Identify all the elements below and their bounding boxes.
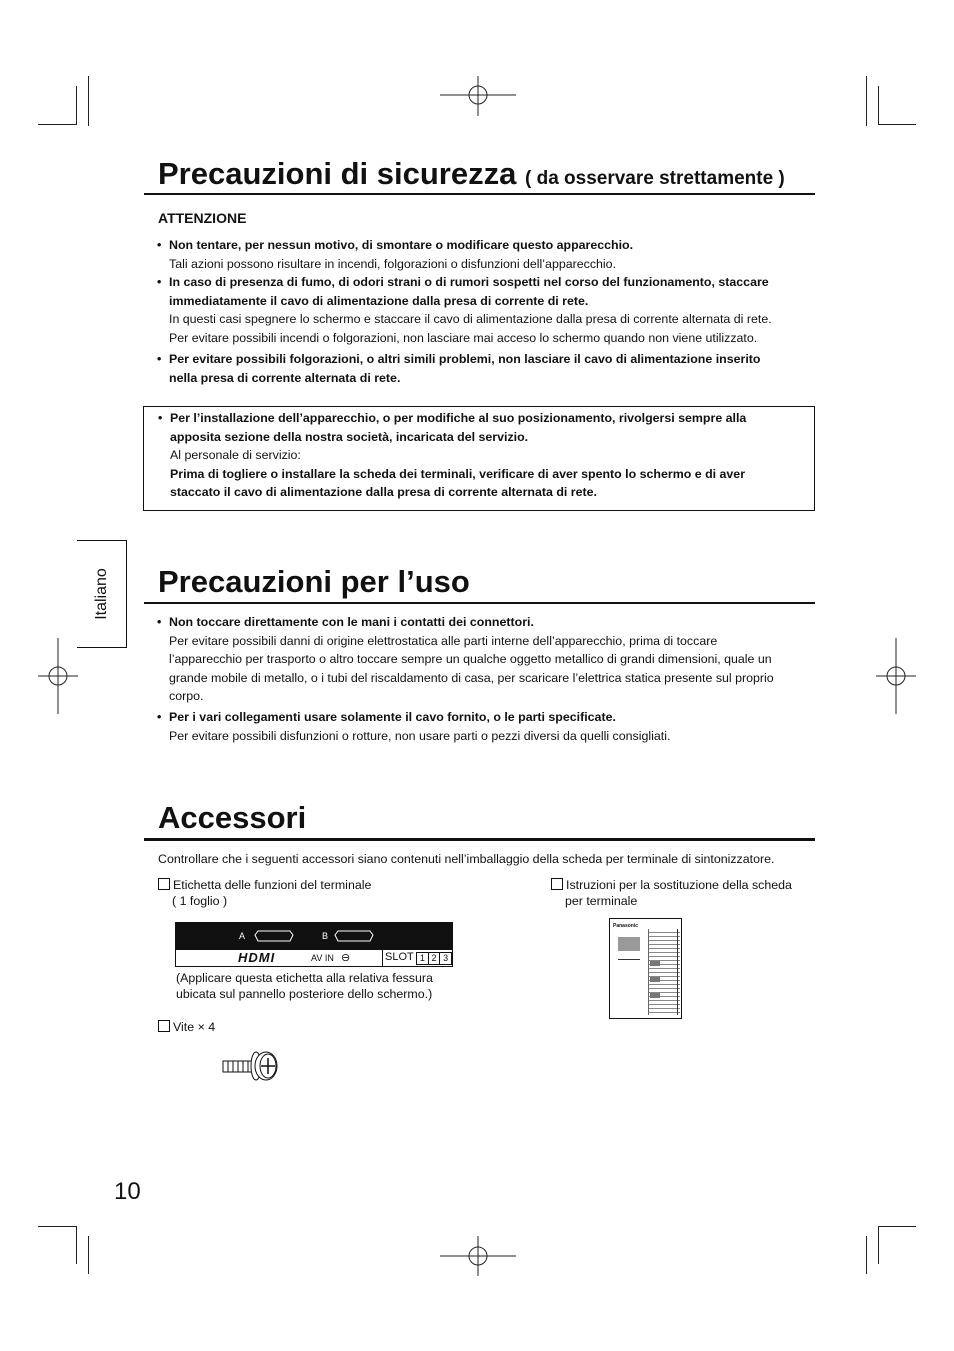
registration-mark-left bbox=[38, 638, 78, 714]
page-number: 10 bbox=[114, 1178, 141, 1205]
screw-icon bbox=[220, 1048, 282, 1086]
list-item: • Non tentare, per nessun motivo, di smontare o modificare questo apparecchio. Tali azioni possono risultare in incendi, folgorazioni o disfunzioni dell’apparecchio. bbox=[157, 238, 634, 271]
safety-subtitle: ( da osservare strettamente ) bbox=[524, 168, 785, 189]
label-note: (Applicare questa etichetta alla relativa fessura ubicata sul pannello posteriore dello schermo.) bbox=[176, 971, 433, 1001]
registration-mark-top bbox=[440, 76, 516, 116]
crop-mark bbox=[866, 1236, 867, 1274]
crop-mark bbox=[878, 124, 916, 125]
hdmi-logo: HDMI bbox=[238, 950, 276, 965]
crop-mark bbox=[88, 76, 89, 126]
crop-mark bbox=[878, 1226, 879, 1264]
checkbox bbox=[158, 1020, 170, 1032]
instructions-item: Istruzioni per la sostituzione della scheda per terminale bbox=[551, 877, 792, 909]
crop-mark bbox=[38, 1226, 76, 1227]
terminal-label-graphic bbox=[175, 922, 453, 967]
screw-item: Vite × 4 bbox=[158, 1018, 215, 1037]
slot-numbers: 1 2 3 bbox=[416, 952, 452, 965]
use-title: Precauzioni per l’uso bbox=[158, 564, 470, 599]
crop-mark bbox=[866, 76, 867, 126]
section-rule bbox=[144, 193, 815, 195]
label-item: Etichetta delle funzioni del terminale ( 1 foglio ) bbox=[158, 877, 371, 909]
list-item: • Per evitare possibili folgorazioni, o altri simili problemi, non lasciare il cavo di alimentazione inserito nella presa di corrente alternata di rete. bbox=[157, 352, 761, 385]
warning-heading: ATTENZIONE bbox=[158, 210, 247, 226]
checkbox bbox=[158, 878, 170, 890]
language-tab: Italiano bbox=[77, 540, 127, 648]
list-item: • Per i vari collegamenti usare solamente il cavo fornito, o le parti specificate. Per evitare possibili disfunzioni o rotture, non usare parti o pezzi diversi da quelli consigliati. bbox=[157, 710, 671, 743]
crop-mark bbox=[88, 1236, 89, 1274]
input-arrow-icon: ⊖ bbox=[341, 952, 351, 964]
crop-mark bbox=[76, 1226, 77, 1264]
crop-mark bbox=[76, 86, 77, 125]
safety-title: Precauzioni di sicurezza ( da osservare strettamente ) bbox=[158, 156, 785, 191]
hdmi-port-icon bbox=[254, 930, 294, 942]
port-a-label: A bbox=[239, 931, 246, 941]
avin-label: AV IN bbox=[311, 953, 334, 963]
list-item: • Non toccare direttamente con le mani i contatti dei connettori. Per evitare possibili danni di origine elettrostatica alle parti interne dell’apparecchio, prima di toccare l’apparecchio per trasporto o altro toccare sempre un qualche oggetto metallico di grandi dimensioni, quale un grande mobile di metallo, o i tubi del riscaldamento di casa, per scaricare l’elettrica statica presente sul proprio corpo. bbox=[157, 615, 774, 704]
registration-mark-bottom bbox=[440, 1236, 516, 1276]
section-rule bbox=[144, 602, 815, 604]
service-notice: • Per l’installazione dell’apparecchio, o per modifiche al suo posizionamento, rivolgersi sempre alla apposita sezione della nostra società, incaricata del servizio. Al personale di servizio: Prima di togliere o installare la scheda dei terminali, verificare di aver spento lo schermo e di aver staccato il cavo di alimentazione dalla presa di corrente alternata di rete. bbox=[158, 411, 747, 500]
checkbox bbox=[551, 878, 563, 890]
list-item: • In caso di presenza di fumo, di odori strani o di rumori sospetti nel corso del funzionamento, staccare immediatamente il cavo di alimentazione dalla presa di corrente di rete. In questi casi spegnere lo schermo e staccare il cavo di alimentazione dalla presa di corrente alternata di rete. Per evitare possibili incendi o folgorazioni, non lasciare mai acceso lo schermo quando non viene utilizzato. bbox=[157, 275, 772, 345]
section-rule bbox=[144, 838, 815, 841]
slot-label: SLOT bbox=[385, 951, 414, 963]
instruction-booklet-graphic bbox=[609, 918, 682, 1019]
registration-mark-right bbox=[876, 638, 916, 714]
accessories-intro: Controllare che i seguenti accessori siano contenuti nell’imballaggio della scheda per terminale di sintonizzatore. bbox=[158, 852, 775, 866]
crop-mark bbox=[38, 124, 76, 125]
crop-mark bbox=[878, 1226, 916, 1227]
hdmi-port-icon bbox=[334, 930, 374, 942]
accessories-title: Accessori bbox=[158, 800, 307, 835]
booklet-brand: Panasonic bbox=[613, 923, 639, 929]
crop-mark bbox=[878, 86, 879, 125]
port-b-label: B bbox=[322, 931, 329, 941]
